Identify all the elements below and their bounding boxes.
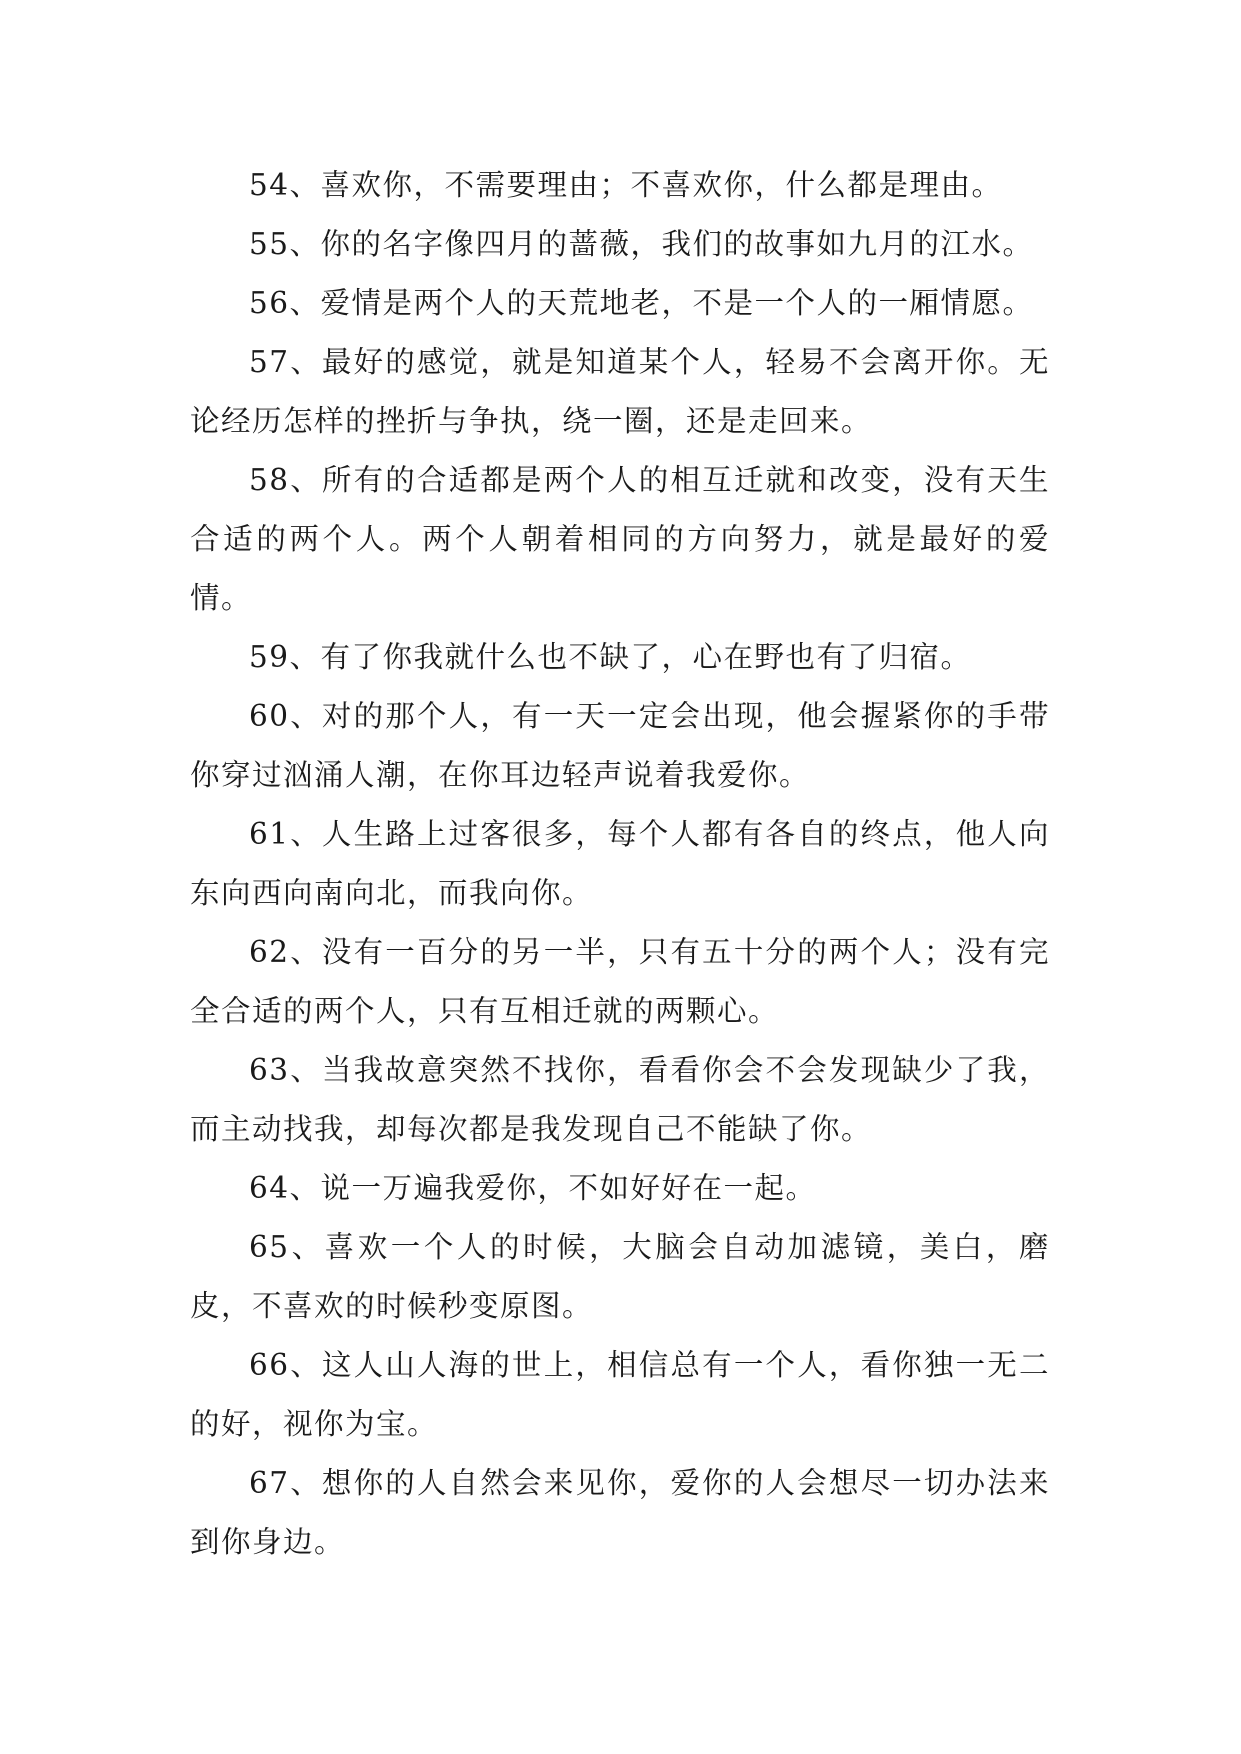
- paragraph-59: 59、有了你我就什么也不缺了，心在野也有了归宿。: [249, 640, 972, 674]
- paragraph-55: 55、你的名字像四月的蔷薇，我们的故事如九月的江水。: [249, 227, 1034, 261]
- paragraph-64: 64、说一万遍我爱你，不如好好在一起。: [249, 1171, 817, 1205]
- paragraph-54: 54、喜欢你，不需要理由；不喜欢你，什么都是理由。: [249, 168, 1003, 202]
- paragraph-63: 63、当我故意突然不找你，看看你会不会发现缺少了我，而主动找我，却每次都是我发现自己不能缺了你。: [190, 1053, 1050, 1146]
- paragraph-56: 56、爱情是两个人的天荒地老，不是一个人的一厢情愿。: [249, 286, 1034, 320]
- paragraph-62: 62、没有一百分的另一半，只有五十分的两个人；没有完全合适的两个人，只有互相迁就的两颗心。: [190, 935, 1050, 1028]
- document-body: [190, 156, 1050, 1572]
- paragraph-60: 60、对的那个人，有一天一定会出现，他会握紧你的手带你穿过汹涌人潮，在你耳边轻声说着我爱你。: [190, 699, 1050, 792]
- paragraph-58: 58、所有的合适都是两个人的相互迁就和改变，没有天生合适的两个人。两个人朝着相同的方向努力，就是最好的爱情。: [190, 463, 1050, 615]
- paragraph-67: 67、想你的人自然会来见你，爱你的人会想尽一切办法来到你身边。: [190, 1466, 1050, 1559]
- paragraph-65: 65、喜欢一个人的时候，大脑会自动加滤镜，美白，磨皮，不喜欢的时候秒变原图。: [190, 1230, 1050, 1323]
- paragraph-61: 61、人生路上过客很多，每个人都有各自的终点，他人向东向西向南向北，而我向你。: [190, 817, 1050, 910]
- paragraph-66: 66、这人山人海的世上，相信总有一个人，看你独一无二的好，视你为宝。: [190, 1348, 1050, 1441]
- paragraph-57: 57、最好的感觉，就是知道某个人，轻易不会离开你。无论经历怎样的挫折与争执，绕一圈，还是走回来。: [190, 345, 1050, 438]
